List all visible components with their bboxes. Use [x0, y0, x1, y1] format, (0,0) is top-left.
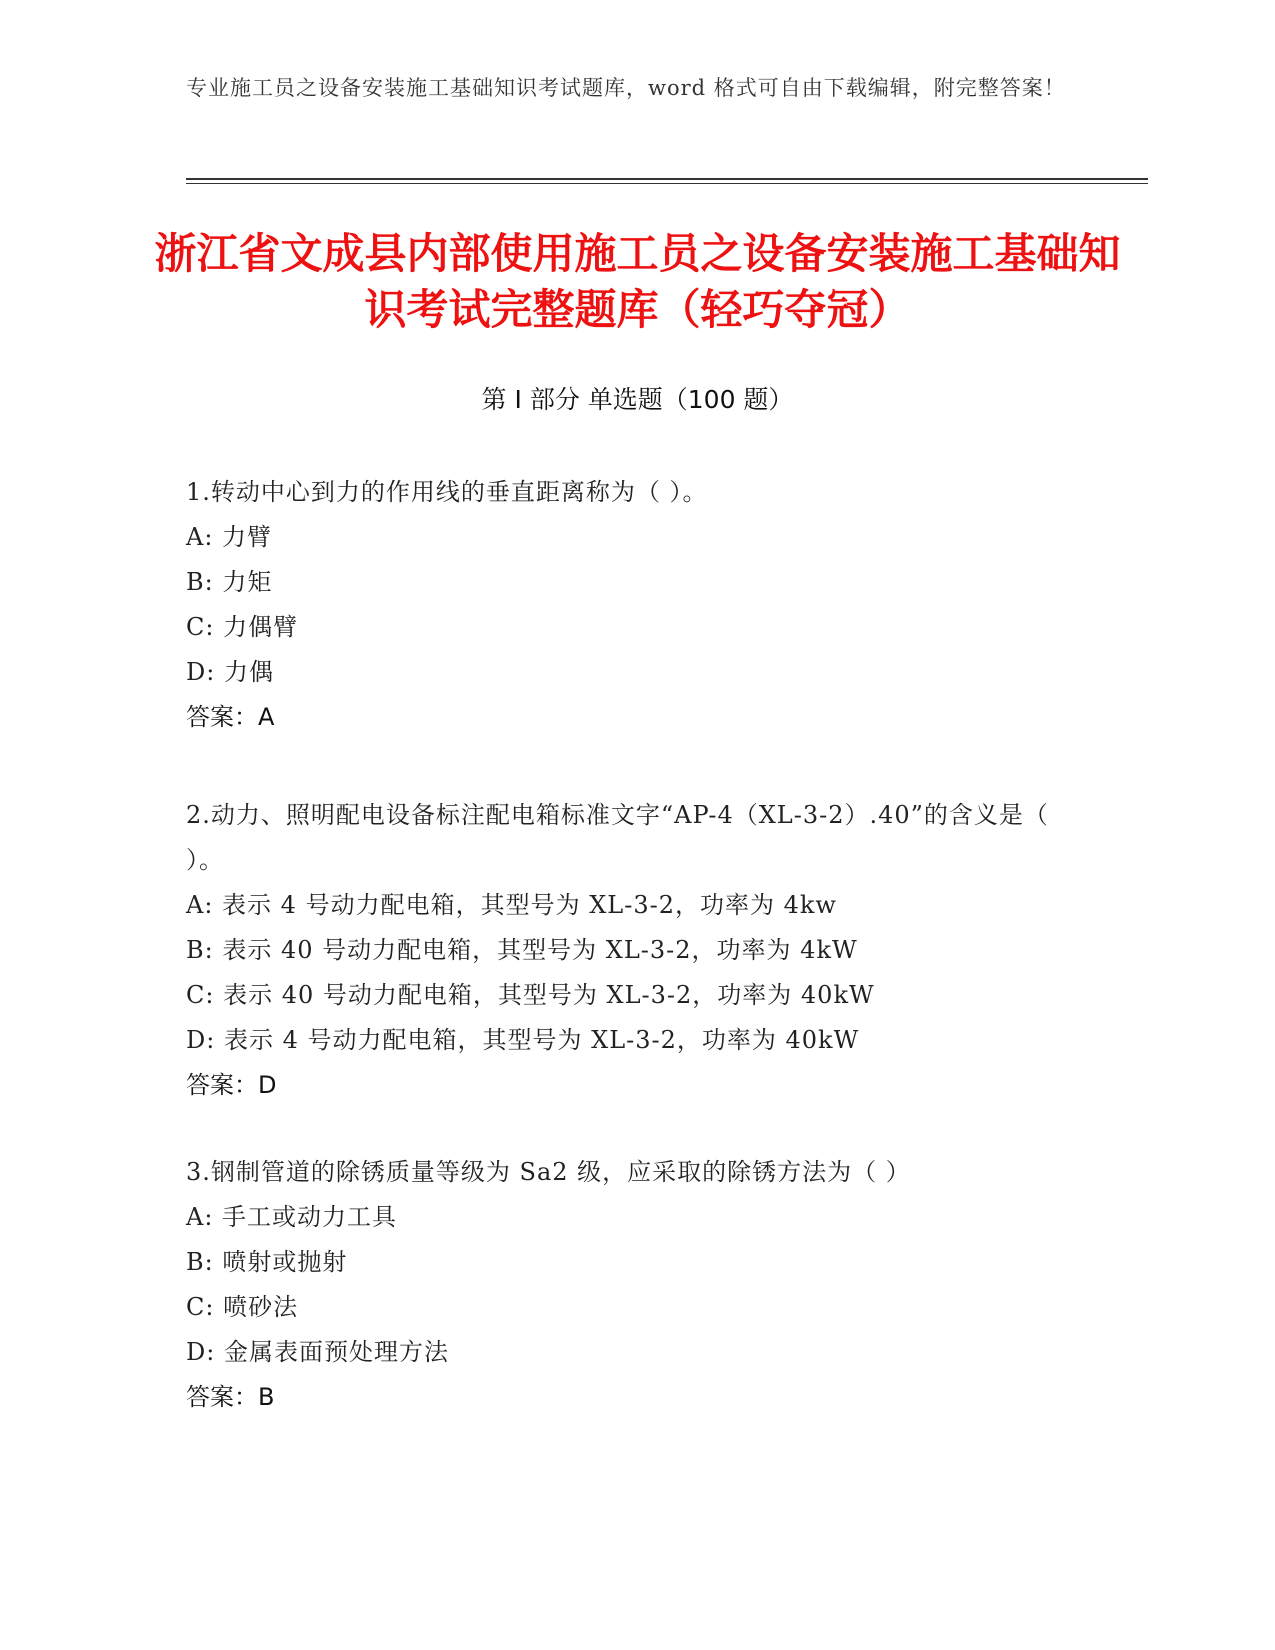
header-divider-thin — [186, 183, 1148, 184]
option-c: C: 力偶臂 — [186, 613, 299, 641]
answer-line: 答案：A — [186, 703, 275, 731]
section-title: 第 I 部分 单选题（100 题） — [481, 385, 794, 414]
question-stem: 1.转动中心到力的作用线的垂直距离称为（ ）。 — [186, 478, 708, 506]
header-note: 专业施工员之设备安装施工基础知识考试题库，word 格式可自由下载编辑，附完整答案！ — [186, 76, 1066, 100]
question-block — [186, 1150, 1086, 1420]
option-d: D: 金属表面预处理方法 — [186, 1338, 449, 1366]
option-b: B: 喷射或抛射 — [186, 1248, 348, 1276]
header-divider-thick — [186, 178, 1148, 180]
answer-line: 答案：B — [186, 1383, 275, 1411]
document-title: 浙江省文成县内部使用施工员之设备安装施工基础知识考试完整题库（轻巧夺冠） — [154, 229, 1121, 334]
question-block — [186, 470, 1086, 740]
option-c: C: 喷砂法 — [186, 1293, 299, 1321]
option-a: A: 表示 4 号动力配电箱，其型号为 XL-3-2，功率为 4kw — [186, 891, 837, 919]
answer-line: 答案：D — [186, 1071, 277, 1099]
question-stem: 3.钢制管道的除锈质量等级为 Sa2 级，应采取的除锈方法为（ ） — [186, 1158, 911, 1186]
option-b: B: 力矩 — [186, 568, 273, 596]
option-a: A: 手工或动力工具 — [186, 1203, 398, 1231]
question-block — [186, 793, 1086, 1108]
option-d: D: 表示 4 号动力配电箱，其型号为 XL-3-2，功率为 40kW — [186, 1026, 860, 1054]
question-stem: 2.动力、照明配电设备标注配电箱标准文字“AP-4（XL-3-2）.40”的含义是（ ）。 — [186, 801, 1049, 874]
option-b: B: 表示 40 号动力配电箱，其型号为 XL-3-2，功率为 4kW — [186, 936, 858, 964]
option-a: A: 力臂 — [186, 523, 273, 551]
option-c: C: 表示 40 号动力配电箱，其型号为 XL-3-2，功率为 40kW — [186, 981, 875, 1009]
option-d: D: 力偶 — [186, 658, 274, 686]
